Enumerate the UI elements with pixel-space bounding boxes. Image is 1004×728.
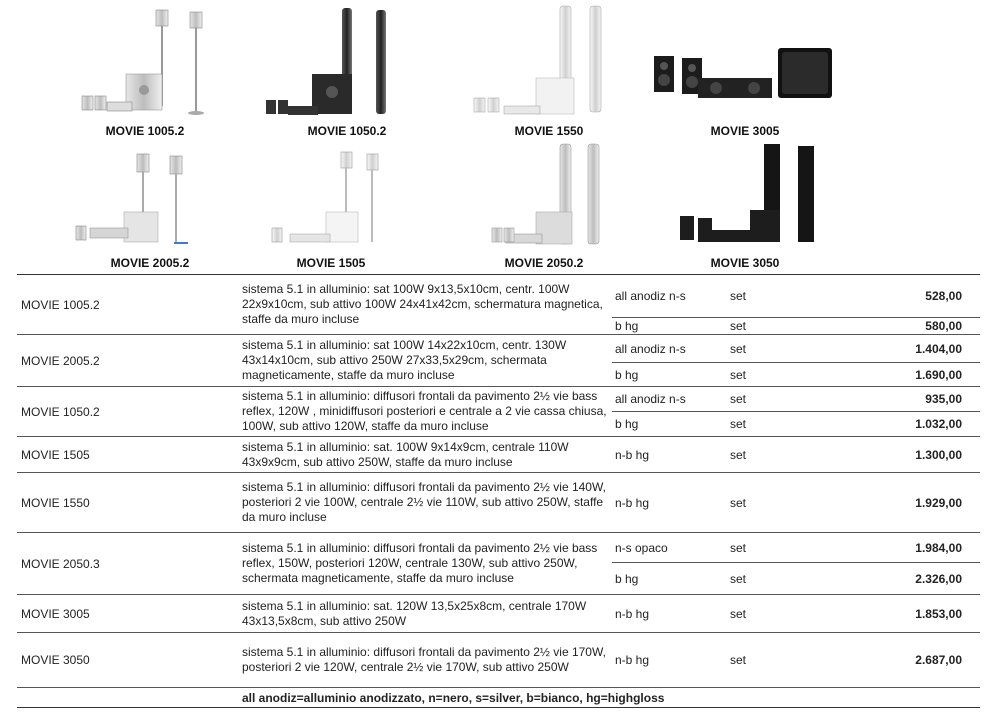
price: 1.404,00 <box>793 335 980 363</box>
price: 1.853,00 <box>793 595 980 633</box>
product-movie-3050 <box>660 142 830 272</box>
product-description: sistema 5.1 in alluminio: sat 100W 14x22x10cm, centr. 130W 43x14x10cm, sub attivo 250W 27x33,5x29cm, schermata magneticamente, staffe da muro incluse <box>239 335 612 387</box>
unit: set <box>727 387 793 412</box>
product-caption: MOVIE 1505 <box>296 256 366 270</box>
product-caption: MOVIE 1550 <box>514 124 584 138</box>
price: 528,00 <box>793 275 980 318</box>
finish: b hg <box>612 412 727 437</box>
model-name: MOVIE 2005.2 <box>17 335 239 387</box>
product-description: sistema 5.1 in alluminio: diffusori frontali da pavimento 2½ vie 140W, posteriori 2 vie 100W, centrale 2½ vie 110W, sub attivo 250W, staffe da muro incluse <box>239 473 612 533</box>
unit: set <box>727 335 793 363</box>
product-caption: MOVIE 1005.2 <box>105 124 185 138</box>
table-row <box>17 595 980 633</box>
price-table <box>17 274 980 708</box>
finish: n-b hg <box>612 437 727 473</box>
product-description: sistema 5.1 in alluminio: diffusori frontali da pavimento 2½ vie 170W, posteriori 2 vie 120W, centrale 2½ vie 170W, sub attivo 250W <box>239 633 612 688</box>
product-caption: MOVIE 3050 <box>710 256 780 270</box>
table-row <box>17 335 980 363</box>
speaker-set-image <box>70 142 230 252</box>
unit: set <box>727 473 793 533</box>
model-name: MOVIE 2050.3 <box>17 533 239 595</box>
finish: all anodiz n-s <box>612 275 727 318</box>
finish: n-b hg <box>612 595 727 633</box>
unit: set <box>727 363 793 387</box>
speaker-set-image <box>464 2 634 122</box>
model-name: MOVIE 3005 <box>17 595 239 633</box>
product-movie-2050-2 <box>464 142 624 272</box>
table-row <box>17 387 980 412</box>
speaker-set-image <box>650 2 840 122</box>
product-description: sistema 5.1 in alluminio: diffusori frontali da pavimento 2½ vie bass reflex, 120W , minidiffusori posteriori e centrale a 2 vie cassa chiusa, 100W, sub attivo 120W, staffe da muro incluse <box>239 387 612 437</box>
price: 2.326,00 <box>793 563 980 595</box>
finish: b hg <box>612 563 727 595</box>
unit: set <box>727 595 793 633</box>
unit: set <box>727 412 793 437</box>
product-movie-1050-2 <box>262 2 432 140</box>
unit: set <box>727 533 793 563</box>
product-caption: MOVIE 1050.2 <box>307 124 387 138</box>
unit: set <box>727 275 793 318</box>
product-movie-2005-2 <box>70 142 230 272</box>
unit: set <box>727 437 793 473</box>
finish: n-b hg <box>612 633 727 688</box>
product-caption: MOVIE 2005.2 <box>110 256 190 270</box>
model-name: MOVIE 1505 <box>17 437 239 473</box>
product-description: sistema 5.1 in alluminio: diffusori frontali da pavimento 2½ vie bass reflex, 150W, posteriori 120W, centrale 130W, sub attivo 250W, schermata magneticamente, staffe da muro incluse <box>239 533 612 595</box>
finish: all anodiz n-s <box>612 335 727 363</box>
model-name: MOVIE 1050.2 <box>17 387 239 437</box>
product-movie-1505 <box>256 142 406 272</box>
legend-spacer <box>17 688 239 708</box>
price: 1.929,00 <box>793 473 980 533</box>
unit: set <box>727 318 793 335</box>
product-movie-3005 <box>650 2 840 140</box>
finish-legend: all anodiz=alluminio anodizzato, n=nero, s=silver, b=bianco, hg=highgloss <box>239 688 980 708</box>
product-description: sistema 5.1 in alluminio: sat. 120W 13,5x25x8cm, centrale 170W 43x13,5x8cm, sub attivo 250W <box>239 595 612 633</box>
price: 580,00 <box>793 318 980 335</box>
speaker-set-image <box>60 2 230 122</box>
product-movie-1550 <box>464 2 634 140</box>
table-row <box>17 633 980 688</box>
unit: set <box>727 563 793 595</box>
finish: b hg <box>612 363 727 387</box>
price: 1.984,00 <box>793 533 980 563</box>
product-caption: MOVIE 3005 <box>710 124 780 138</box>
speaker-set-image <box>464 142 624 252</box>
speaker-set-image <box>660 142 830 252</box>
table-row <box>17 533 980 563</box>
unit: set <box>727 633 793 688</box>
model-name: MOVIE 3050 <box>17 633 239 688</box>
speaker-set-image <box>256 142 406 252</box>
table-row <box>17 473 980 533</box>
price: 1.300,00 <box>793 437 980 473</box>
product-caption: MOVIE 2050.2 <box>504 256 584 270</box>
model-name: MOVIE 1005.2 <box>17 275 239 335</box>
speaker-set-image <box>262 2 432 122</box>
price: 2.687,00 <box>793 633 980 688</box>
product-description: sistema 5.1 in alluminio: sat 100W 9x13,5x10cm, centr. 100W 22x9x10cm, sub attivo 100W 24x41x42cm, schermatura magnetica, staffe da muro incluse <box>239 275 612 335</box>
product-description: sistema 5.1 in alluminio: sat. 100W 9x14x9cm, centrale 110W 43x9x9cm, sub attivo 250W, staffe da muro incluse <box>239 437 612 473</box>
price: 1.690,00 <box>793 363 980 387</box>
table-row <box>17 437 980 473</box>
finish: n-b hg <box>612 473 727 533</box>
product-movie-1005-2 <box>60 2 230 140</box>
finish: n-s opaco <box>612 533 727 563</box>
price: 935,00 <box>793 387 980 412</box>
finish: all anodiz n-s <box>612 387 727 412</box>
model-name: MOVIE 1550 <box>17 473 239 533</box>
finish: b hg <box>612 318 727 335</box>
table-row <box>17 688 980 708</box>
product-gallery <box>0 0 1004 272</box>
price: 1.032,00 <box>793 412 980 437</box>
table-row <box>17 275 980 318</box>
